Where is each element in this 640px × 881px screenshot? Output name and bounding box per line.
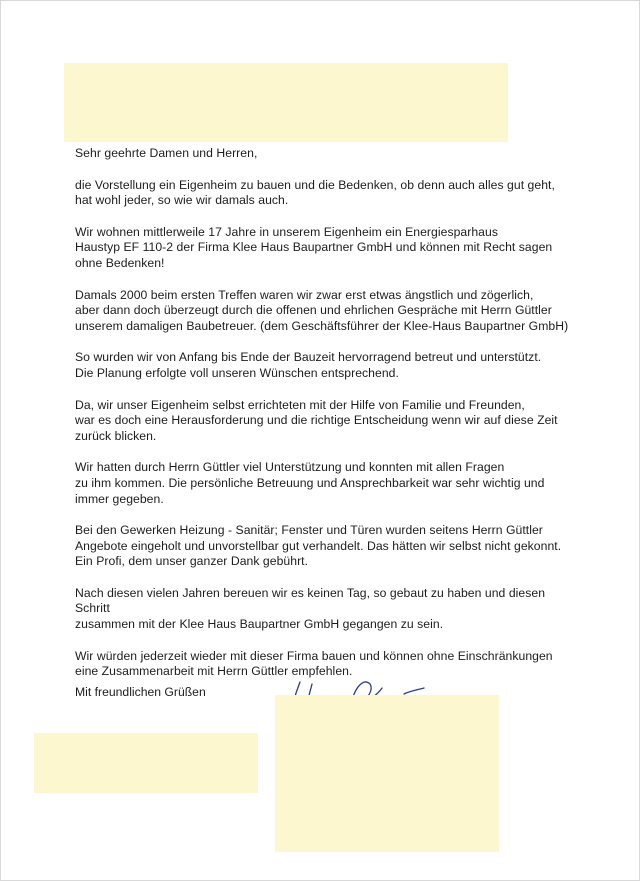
redacted-signature-block: [275, 695, 499, 852]
paragraph-house: Wir wohnen mittlerweile 17 Jahre in unserem Eigenheim ein Energiesparhaus Haustyp EF 110-2 der Firma Klee Haus Baupartner GmbH und können mit Recht sagen ohne Bedenken!: [75, 224, 553, 270]
letter-body: [75, 146, 575, 696]
redacted-address-block: [64, 63, 508, 142]
paragraph-self-build: Da, wir unser Eigenheim selbst errichteten mit der Hilfe von Familie und Freunden, war es doch eine Herausforderung und die richtige Entscheidung wenn wir auf diese Zeit zurück blicken.: [75, 397, 558, 443]
paragraph-intro: die Vorstellung ein Eigenheim zu bauen und die Bedenken, ob denn auch alles gut geht, hat wohl jeder, so wie wir damals auch.: [75, 177, 555, 208]
paragraph-support: So wurden wir von Anfang bis Ende der Bauzeit hervorragend betreut und unterstützt. Die Planung erfolgte voll unseren Wünschen entsprechend.: [75, 350, 542, 380]
paragraph-no-regrets: Nach diesen vielen Jahren bereuen wir es keinen Tag, so gebaut zu haben und diesen Schritt zusammen mit der Klee Haus Baupartner GmbH gegangen zu sein.: [75, 585, 546, 632]
closing-phrase: Mit freundlichen Grüßen: [75, 685, 206, 699]
paragraph-questions: Wir hatten durch Herrn Güttler viel Unterstützung und konnten mit allen Fragen zu ihm kommen. Die persönliche Betreuung und Ansprechbarkeit war sehr wichtig und immer gegeben.: [75, 460, 545, 506]
paragraph-first-meeting: Damals 2000 beim ersten Treffen waren wir zwar erst etwas ängstlich und zögerlich, aber dann doch überzeugt durch die offenen und ehrlichen Gespräche mit Herrn Güttler unserem damaligen Baubetreuer. (dem Geschäftsführer der Klee-Haus Baupartner GmbH): [75, 287, 569, 333]
salutation: Sehr geehrte Damen und Herren,: [75, 146, 258, 160]
paragraph-trades: Bei den Gewerken Heizung - Sanitär; Fenster und Türen wurden seitens Herrn Güttler Angebote eingeholt und unvorstellbar gut verhandelt. Das hätten wir selbst nicht gekonnt. Ein Profi, dem unser ganzer Dank gebührt.: [75, 523, 562, 569]
paragraph-recommendation: Wir würden jederzeit wieder mit dieser Firma bauen und können ohne Einschränkungen eine Zusammenarbeit mit Herrn Güttler empfehlen.: [75, 648, 553, 679]
redacted-sender-name: [34, 733, 258, 793]
